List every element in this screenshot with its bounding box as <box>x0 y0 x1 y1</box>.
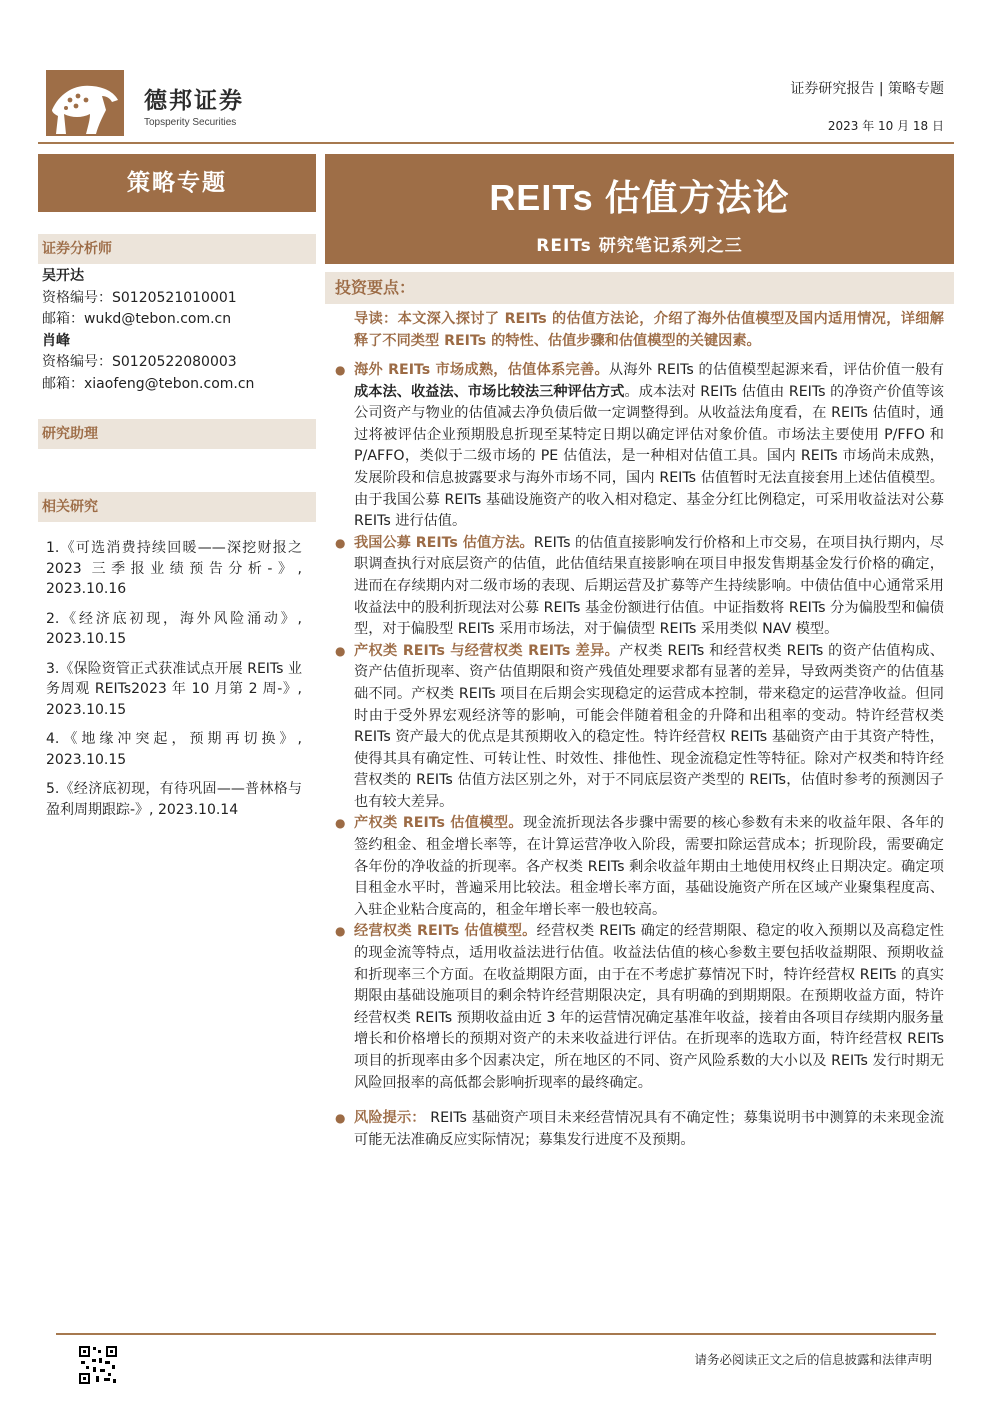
key-point-text: 。成本法对 REITs 估值由 REITs 的净资产价值等该公司资产与物业的估值减去净负债后做一定调整得到。从收益法角度看，在 REITs 估值时，通过将被评估企业预期股息折现至某特定日期以确定评估对象价值。市场法主要使用 P/FFO 和 P/AFFO，类似于二级市场的 PE 估值法，是一种相对估值工具。国内 REITs 市场尚未成熟，发展阶段和信息披露要求与海外市场不同，国内 REITs 估值暂时无法直接套用上述估值模型。由于我国公募 REITs 基础设施资产的收入相对稳定、基金分红比例稳定，可采用收益法对公募 REITs 进行估值。 <box>354 383 944 530</box>
key-point-emphasis: 成本法、收益法、市场比较法三种评估方式 <box>354 383 625 400</box>
key-point-1 <box>335 360 944 533</box>
key-point-text: 产权类 REITs 和经营权类 REITs 的资产估值构成、资产估值折现率、资产估值期限和资产残值处理要求都有显著的差异，导致两类资产的估值基础不同。产权类 REITs 项目在后期会实现稳定的运营成本控制，带来稳定的运营净收益。但同时由于受外界宏观经济等的影响，可能会伴随着租金的升降和出租率的变动。特许经营权类 REITs 资产最大的优点是其预期收入的稳定性。特许经营权 REITs 基础资产由于其资产特性，使得其具有确定性、可转让性、时效性、排他性、现金流稳定性等特征。除对产权类和特许经营权类的 REITs 估值方法区别之外，对于不同底层资产类型的 REITs，估值时参考的预测因子也有较大差异。 <box>354 642 944 810</box>
risk-lead: 风险提示： <box>354 1110 426 1127</box>
bullet-dot-icon: ● <box>335 924 346 939</box>
key-points-heading: 投资要点： <box>325 272 954 304</box>
bullet-dot-icon: ● <box>335 1111 346 1126</box>
analyst-email[interactable]: 邮箱：xiaofeng@tebon.com.cn <box>42 375 255 392</box>
key-points-list <box>335 360 944 1151</box>
key-point-text: 从海外 REITs 的估值模型起源来看，评估价值一般有 <box>608 362 944 378</box>
key-point-2 <box>335 533 944 641</box>
key-point-lead: 产权类 REITs 与经营权类 REITs 差异。 <box>354 642 620 659</box>
key-point-lead: 海外 REITs 市场成熟，估值体系完善。 <box>354 362 609 378</box>
analyst-name: 吴开达 <box>42 268 84 284</box>
analyst-block-1 <box>42 266 254 395</box>
company-logo-icon <box>46 70 124 136</box>
intro-paragraph: 导读：本文深入探讨了 REITs 的估值方法论，介绍了海外估值模型及国内适用情况，详细解释了不同类型 REITs 的特性、估值步骤和估值模型的关键因素。 <box>354 311 944 349</box>
risk-text: REITs 基础资产项目未来经营情况具有不确定性；募集说明书中测算的未来现金流可能无法准确反应实际情况；募集发行进度不及预期。 <box>354 1110 944 1148</box>
bullet-dot-icon: ● <box>335 816 346 831</box>
related-research-heading: 相关研究 <box>38 492 316 522</box>
analyst-cert: 资格编号：S0120521010001 <box>42 289 237 306</box>
report-subtitle: REITs 研究笔记系列之三 <box>536 236 743 256</box>
key-point-text: 经营权类 REITs 确定的经营期限、稳定的收入预期以及高稳定性的现金流等特点，适用收益法进行估值。收益法估值的核心参数主要包括收益期限、预期收益和折现率三个方面。在收益期限方面，由于在不考虑扩募情况下时，特许经营权 REITs 的真实期限由基础设施项目的剩余特许经营期限决定，具有明确的到期期限。在预期收益方面，特许经营权类 REITs 预期收益由近 3 年的运营情况确定基准年收益，接着由各项目存续期内服务量增长和价格增长的预期对资产的未来收益进行评估。在折现率的选取方面，特许经营权 REITs 项目的折现率由多个因素决定，所在地区的不同、资产风险系数的大小以及 REITs 发行时期无风险回报率的高低都会影响折现率的最终确定。 <box>354 923 944 1091</box>
key-point-5 <box>335 921 944 1094</box>
key-point-3 <box>335 641 944 814</box>
related-item[interactable]: 2.《经济底初现，海外风险涌动》, 2023.10.15 <box>46 610 302 647</box>
related-item[interactable]: 5.《经济底初现，有待巩固——普林格与盈利周期跟踪-》, 2023.10.14 <box>46 781 302 818</box>
qr-code-icon <box>78 1345 118 1385</box>
footer-disclaimer[interactable]: 请务必阅读正文之后的信息披露和法律声明 <box>694 1352 932 1367</box>
logo-english-name: Topsperity Securities <box>144 117 237 128</box>
assistant-heading: 研究助理 <box>38 419 316 449</box>
analyst-heading: 证券分析师 <box>38 234 316 264</box>
related-item[interactable]: 4.《地缘冲突起，预期再切换》, 2023.10.15 <box>46 731 302 768</box>
key-point-lead: 经营权类 REITs 估值模型。 <box>354 923 537 940</box>
report-title: REITs 估值方法论 <box>489 177 790 218</box>
risk-warning <box>335 1108 944 1151</box>
logo-wordmark <box>144 82 244 128</box>
key-point-text: REITs 的估值直接影响发行价格和上市交易，在项目执行期内，尽职调查执行对底层资产的估值，此估值结果直接影响在项目申报发售期基金发行价格的确定，进而在存续期内对二级市场的表现、后期运营及扩募等产生持续影响。中债估值中心通常采用收益法中的股利折现法对公募 REITs 基金份额进行估值。中证指数将 REITs 分为偏股型和偏债型，对于偏股型 REITs 采用市场法，对于偏债型 REITs 采用类似 NAV 模型。 <box>354 534 944 638</box>
left-category-title: 策略专题 <box>38 154 316 212</box>
bullet-dot-icon: ● <box>335 363 346 377</box>
bullet-dot-icon: ● <box>335 643 346 658</box>
key-point-4 <box>335 813 944 921</box>
analyst-cert: 资格编号：S0120522080003 <box>42 354 237 370</box>
related-item[interactable]: 3.《保险资管正式获准试点开展 REITs 业务周观 REITs2023 年 10 月第 2 周-》, 2023.10.15 <box>46 660 302 718</box>
logo-chinese-name: 德邦证券 <box>144 88 244 114</box>
analyst-name: 肖峰 <box>42 332 70 349</box>
header-divider <box>38 142 954 144</box>
report-type: 证券研究报告 | 策略专题 <box>790 81 944 97</box>
bullet-dot-icon: ● <box>335 535 346 550</box>
key-point-lead: 产权类 REITs 估值模型。 <box>354 815 523 832</box>
key-point-text: 现金流折现法各步骤中需要的核心参数有未来的收益年限、各年的签约租金、租金增长率等，在计算运营净收入阶段，需要扣除运营成本；折现阶段，需要确定各年份的净收益的折现率。各产权类 REITs 剩余收益年期由土地使用权终止日期决定。确定项目租金水平时，普遍采用比较法。租金增长率方面，基础设施资产所在区域产业聚集程度高、入驻企业粘合度高的，租金年增长率一般也较高。 <box>354 815 944 918</box>
title-banner <box>325 154 954 264</box>
report-date: 2023 年 10 月 18 日 <box>827 119 944 133</box>
related-item[interactable]: 1.《可选消费持续回暖——深挖财报之 2023 三季报业绩预告分析-》, 2023.10.16 <box>46 540 302 597</box>
related-research-list <box>46 538 302 829</box>
key-point-lead: 我国公募 REITs 估值方法。 <box>354 534 534 551</box>
analyst-email[interactable]: 邮箱：wukd@tebon.com.cn <box>42 311 232 327</box>
footer-divider <box>56 1333 936 1335</box>
